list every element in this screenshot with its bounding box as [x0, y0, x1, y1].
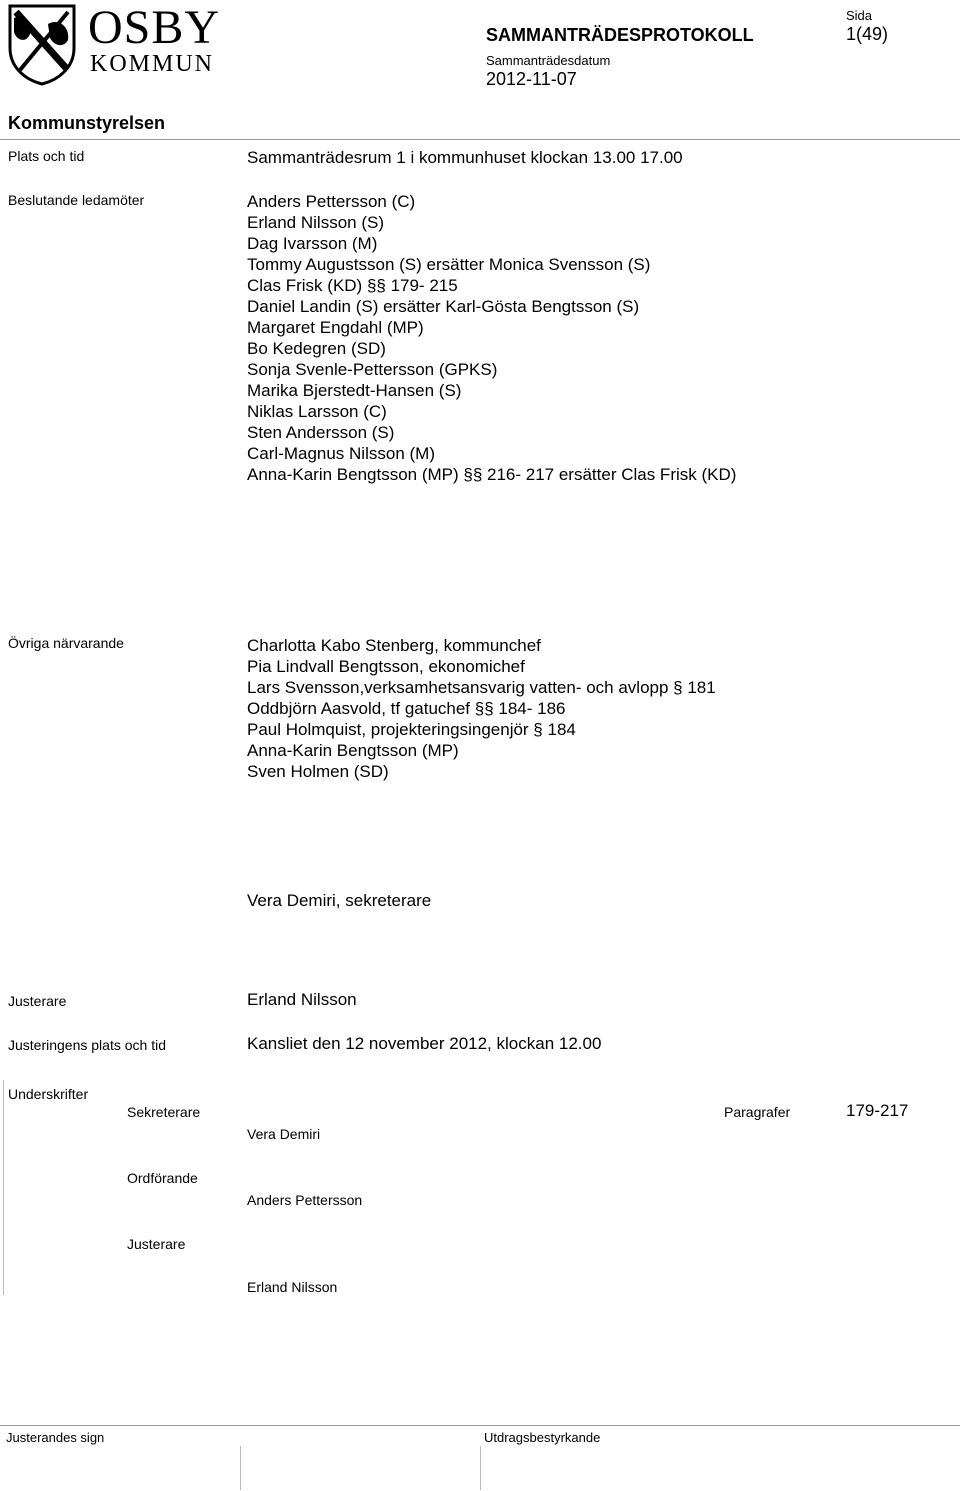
signature-border: [3, 1080, 4, 1295]
adjuster-label: Justerare: [8, 993, 67, 1009]
list-item: Sonja Svenle-Pettersson (GPKS): [247, 360, 498, 379]
footer-separator: [480, 1446, 481, 1490]
logo-name: OSBY: [88, 1, 221, 54]
list-item: Oddbjörn Aasvold, tf gatuchef §§ 184- 186: [247, 699, 566, 718]
secretary-name: Vera Demiri: [247, 1126, 321, 1142]
place-label: Plats och tid: [8, 148, 85, 164]
document-title: SAMMANTRÄDESPROTOKOLL: [486, 25, 754, 45]
list-item: Anna-Karin Bengtsson (MP): [247, 741, 459, 760]
list-item: Niklas Larsson (C): [247, 402, 387, 421]
list-item: Anna-Karin Bengtsson (MP) §§ 216- 217 ersätter Clas Frisk (KD): [247, 465, 737, 484]
secretary-line: Vera Demiri, sekreterare: [247, 891, 432, 910]
others-label: Övriga närvarande: [8, 635, 124, 651]
footer-certify-label: Utdragsbestyrkande: [484, 1430, 601, 1445]
list-item: Charlotta Kabo Stenberg, kommunchef: [247, 636, 541, 655]
chair-name: Anders Pettersson: [247, 1192, 363, 1208]
adjuster-name: Erland Nilsson: [247, 1279, 338, 1295]
adjust-place-value: Kansliet den 12 november 2012, klockan 12.00: [247, 1034, 602, 1053]
signatures-label: Underskrifter: [8, 1086, 89, 1102]
list-item: Daniel Landin (S) ersätter Karl-Gösta Bengtsson (S): [247, 297, 640, 316]
adjuster-value: Erland Nilsson: [247, 990, 357, 1009]
list-item: Lars Svensson,verksamhetsansvarig vatten- och avlopp § 181: [247, 678, 716, 697]
adjust-place-label: Justeringens plats och tid: [8, 1037, 166, 1053]
footer-separator: [240, 1446, 241, 1490]
list-item: Margaret Engdahl (MP): [247, 318, 424, 337]
list-item: Sven Holmen (SD): [247, 762, 389, 781]
place-value: Sammanträdesrum 1 i kommunhuset klockan 13.00 17.00: [247, 148, 683, 167]
body-name: Kommunstyrelsen: [8, 113, 166, 133]
list-item: Anders Pettersson (C): [247, 192, 416, 211]
chair-role: Ordförande: [127, 1170, 198, 1186]
footer-sign-label: Justerandes sign: [6, 1430, 105, 1445]
list-item: Dag Ivarsson (M): [247, 234, 378, 253]
members-list: [247, 191, 736, 485]
list-item: Pia Lindvall Bengtsson, ekonomichef: [247, 657, 525, 676]
page-number: 1(49): [846, 24, 889, 44]
list-item: Tommy Augustsson (S) ersätter Monica Svensson (S): [247, 255, 651, 274]
list-item: Paul Holmquist, projekteringsingenjör § 184: [247, 720, 576, 739]
list-item: Marika Bjerstedt-Hansen (S): [247, 381, 462, 400]
logo-subtitle: KOMMUN: [90, 51, 215, 77]
others-list: [247, 635, 716, 782]
list-item: Carl-Magnus Nilsson (M): [247, 444, 435, 463]
list-item: Clas Frisk (KD) §§ 179- 215: [247, 276, 458, 295]
list-item: Bo Kedegren (SD): [247, 339, 386, 358]
page-label: Sida: [846, 8, 873, 23]
coat-of-arms-icon: [8, 4, 76, 86]
paragraphs-label: Paragrafer: [724, 1104, 791, 1120]
meeting-date-label: Sammanträdesdatum: [486, 53, 611, 68]
divider: [0, 139, 960, 140]
footer-divider: [0, 1425, 960, 1426]
paragraphs-value: 179-217: [846, 1101, 909, 1120]
secretary-role: Sekreterare: [127, 1104, 201, 1120]
members-label: Beslutande ledamöter: [8, 192, 145, 208]
list-item: Sten Andersson (S): [247, 423, 395, 442]
meeting-date: 2012-11-07: [486, 69, 577, 89]
list-item: Erland Nilsson (S): [247, 213, 384, 232]
adjuster-role: Justerare: [127, 1236, 186, 1252]
